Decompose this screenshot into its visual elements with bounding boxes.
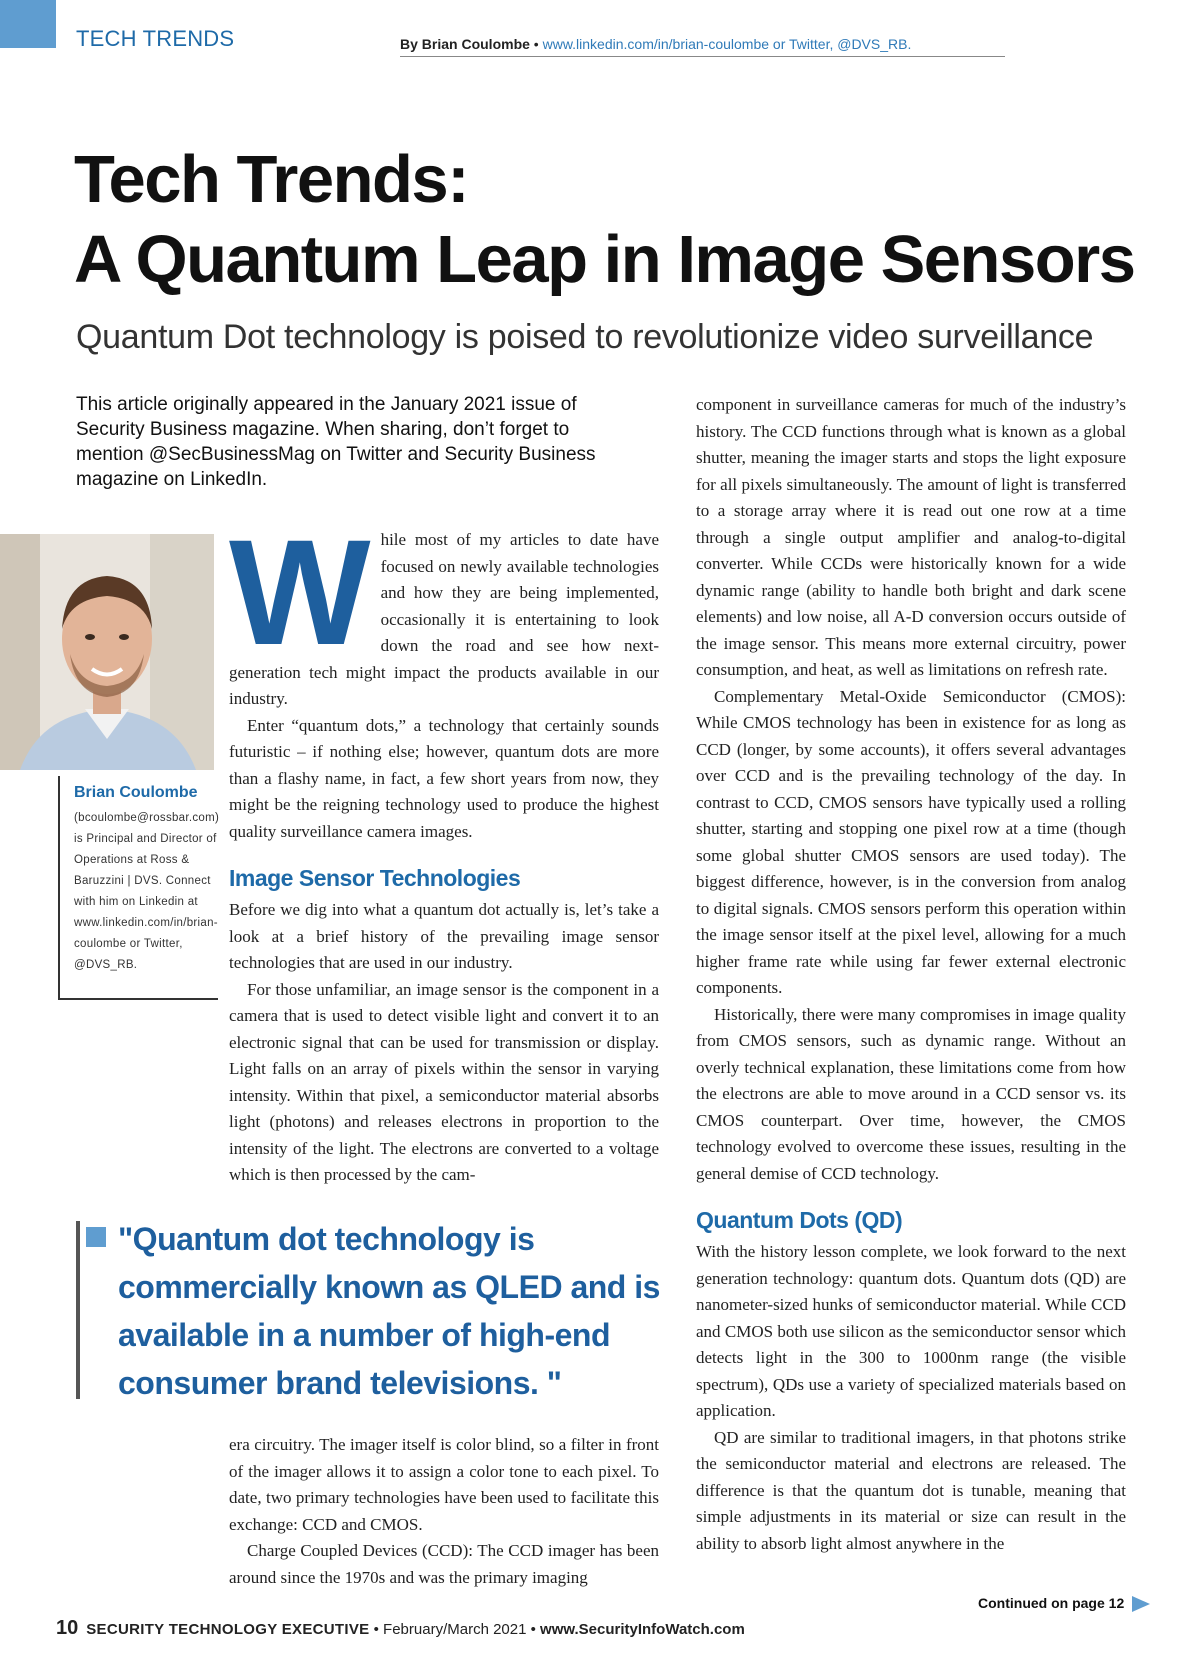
continued-text: Continued on page 12 bbox=[978, 1595, 1125, 1611]
paragraph: With the history lesson complete, we look forward to the next generation technology: quantum dots. Quantum dots (QD) are nanometer-sized hunks of semiconductor material. While CCD and CMOS both use silicon as the semiconductor sensor which detects light in the 300 to 1000nm range (the visible spectrum), QDs use a variety of specialized materials based on application. bbox=[696, 1242, 1126, 1420]
paragraph: For those unfamiliar, an image sensor is the component in a camera that is used to detect visible light and convert it to an electronic signal that can be used for transmission or display. Light falls on an array of pixels within the sensor in varying intensity. Within that pixel, a semiconductor material absorbs light (photons) and releases electrons in proportion to the intensity of the light. The electrons are converted to a voltage which is then processed by the cam- bbox=[229, 979, 659, 1184]
heading-image-sensor-technologies: Image Sensor Technologies bbox=[229, 865, 521, 891]
paragraph: Before we dig into what a quantum dot actually is, let’s take a look at a brief history of the prevailing image sensor technologies that are used in our industry. bbox=[229, 900, 659, 972]
title-line-2: A Quantum Leap in Image Sensors bbox=[74, 222, 1135, 297]
issue-date: February/March 2021 bbox=[383, 1621, 527, 1638]
paragraph: era circuitry. The imager itself is color blind, so a filter in front of the imager allows it to assign a color tone to each pixel. To date, two primary technologies have been used to facilitate this exchange: CCD and CMOS. bbox=[229, 1435, 659, 1534]
paragraph: Charge Coupled Devices (CCD): The CCD imager has been around since the 1970s and was the primary imaging bbox=[229, 1541, 659, 1587]
arrow-right-icon bbox=[1132, 1596, 1150, 1612]
website-link[interactable]: www.SecurityInfoWatch.com bbox=[540, 1621, 745, 1638]
byline-author: By Brian Coulombe bbox=[400, 36, 530, 52]
byline-links[interactable]: www.linkedin.com/in/brian-coulombe or Twitter, @DVS_RB. bbox=[542, 36, 912, 52]
section-accent-block bbox=[0, 0, 56, 48]
bio-name: Brian Coulombe bbox=[74, 784, 198, 801]
paragraph: Complementary Metal-Oxide Semiconductor (CMOS): While CMOS technology has been in existence for as long as CCD (longer, by some accounts), it offers several advantages over CCD and is the prevailing technology of the day. In contrast to CCD, CMOS sensors have typically used a rolling shutter, starting and stopping one pixel row at a time (though some global shutter CMOS sensors are used today). The biggest difference, however, is in the conversion from analog to digital signals. CMOS sensors perform this operation within the image sensor itself at the pixel level, allowing for a much higher frame rate while using far fewer external electronic components. bbox=[696, 686, 1126, 997]
pull-quote-bar bbox=[76, 1221, 80, 1399]
byline-separator: • bbox=[529, 36, 543, 52]
magazine-name: SECURITY TECHNOLOGY EXECUTIVE bbox=[86, 1621, 370, 1638]
header-rule bbox=[400, 56, 1005, 57]
column-left-top bbox=[229, 508, 659, 1189]
page-number: 10 bbox=[56, 1617, 79, 1639]
drop-cap: W bbox=[229, 508, 371, 676]
author-photo bbox=[0, 534, 214, 770]
page-footer bbox=[56, 1617, 745, 1640]
intro-note: This article originally appeared in the January 2021 issue of Security Business magazine. When sharing, don’t forget to mention @SecBusinessMag on Twitter and Security Business magazine on LinkedIn. bbox=[76, 394, 596, 490]
article-title bbox=[74, 140, 1174, 300]
footer-separator: • bbox=[526, 1621, 541, 1638]
pull-quote-square bbox=[86, 1227, 106, 1247]
article-subtitle: Quantum Dot technology is poised to revolutionize video surveillance bbox=[76, 318, 1094, 356]
footer-separator: • bbox=[369, 1621, 384, 1638]
byline bbox=[400, 36, 911, 52]
paragraph: Historically, there were many compromises in image quality from CMOS sensors, such as dynamic range. Without an overly technical explanation, these limitations come from how the electrons are able to move around in a CCD sensor vs. its CMOS counterpart. Over time, however, the CMOS technology evolved to overcome these issues, resulting in the general demise of CCD technology. bbox=[696, 1004, 1126, 1183]
paragraph: component in surveillance cameras for much of the industry’s history. The CCD functions through what is known as a global shutter, meaning the imager starts and stops the light exposure for all pixels simultaneously. The amount of light is transferred to a storage array where it is read out one row at a time through a single output amplifier and analog-to-digital converter. While CCDs were historically known for a wide dynamic range (ability to handle both bright and dark scene elements) and low noise, all A-D conversion occurs outside of the image sensor. This means more external circuitry, power consumption, and heat, as well as limitations on refresh rate. bbox=[696, 395, 1126, 679]
section-tag: TECH TRENDS bbox=[76, 26, 235, 51]
bio-text: (bcoulombe@rossbar.com) is Principal and Director of Operations at Ross & Baruzzini | DVS. Connect with him on Linkedin at www.linkedin.com/in/brian-coulombe or Twitter, @DVS_RB. bbox=[74, 812, 220, 971]
heading-quantum-dots: Quantum Dots (QD) bbox=[696, 1207, 903, 1233]
paragraph: hile most of my articles to date have focused on newly available technologies and how they are being implemented, occasionally it is entertaining to look down the road and see how next-generation tech might impact the products available in our industry. bbox=[229, 530, 659, 708]
paragraph: Enter “quantum dots,” a technology that certainly sounds futuristic – if nothing else; however, quantum dots are more than a flashy name, in fact, a few short years from now, they might be the reigning technology used to produce the highest quality surveillance camera images. bbox=[229, 715, 659, 841]
column-right bbox=[696, 392, 1126, 1557]
column-left-bottom bbox=[229, 1432, 659, 1591]
title-line-1: Tech Trends: bbox=[74, 142, 469, 217]
author-bio bbox=[58, 776, 218, 1000]
paragraph: QD are similar to traditional imagers, in that photons strike the semiconductor material and electrons are released. The difference is that the quantum dot is tunable, meaning that simple adjustments in its material or size can result in the ability to absorb light almost anywhere in the bbox=[696, 1427, 1126, 1553]
continued-link[interactable] bbox=[978, 1595, 1150, 1612]
pull-quote-text: "Quantum dot technology is commercially known as QLED and is available in a number of high-end consumer brand televisions. " bbox=[118, 1221, 660, 1401]
